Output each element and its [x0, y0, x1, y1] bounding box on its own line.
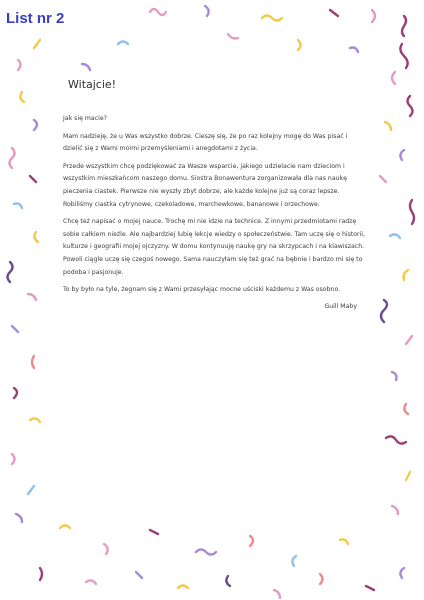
- letter-paragraph: Mam nadzieję, że u Was wszystko dobrze. Cieszę się, że po raz kolejny mogę do Was pisać i dzielić się z Wami moimi przemyśleniami i anegdotami z życia.: [63, 132, 348, 153]
- letter-paragraph: Chcę też napisać o mojej nauce. Trochę mi nie idzie na technice. Z innymi przedmiotami radzę sobie całkiem nieźle. Ale najbardziej lubię lekcje wiedzy o społeczeństwie. Tam uczę się o historii, kulturze i geografii mojej ojczyzny. W domu kontynuuję naukę gry na skrzypcach i na klawiszach. Powoli ciągle uczę się czegoś nowego. Sama nauczyłam się też grać na bębnie i bardzo mi się to podoba i pasjonuje.: [63, 218, 365, 276]
- letter-paragraph: Jak się macie?: [63, 115, 107, 122]
- letter-number-label: List nr 2: [6, 10, 65, 27]
- letter-body: [63, 78, 365, 310]
- letter-greeting: Witajcie!: [68, 78, 117, 91]
- letter-paragraph: Przede wszystkim chcę podziękować za Wasze wsparcie, jakiego udzielacie nam dzieciom i wszystkim mieszkańcom naszego domu. Siostra Bonawentura zorganizowała dla nas naukę pieczenia ciastek. Pierwsze nie wyszły zbyt dobrze, ale każde kolejne już są coraz lepsze. Robiliśmy ciastka cytrynowe, czekoladowe, marchewkowe, bananowe i orzechowe.: [63, 162, 347, 208]
- letter-signature: Guill Maby: [324, 302, 357, 310]
- letter-paragraph: To by było na tyle, żegnam się z Wami przesyłając mocne uściski każdemu z Was osobno.: [63, 286, 341, 294]
